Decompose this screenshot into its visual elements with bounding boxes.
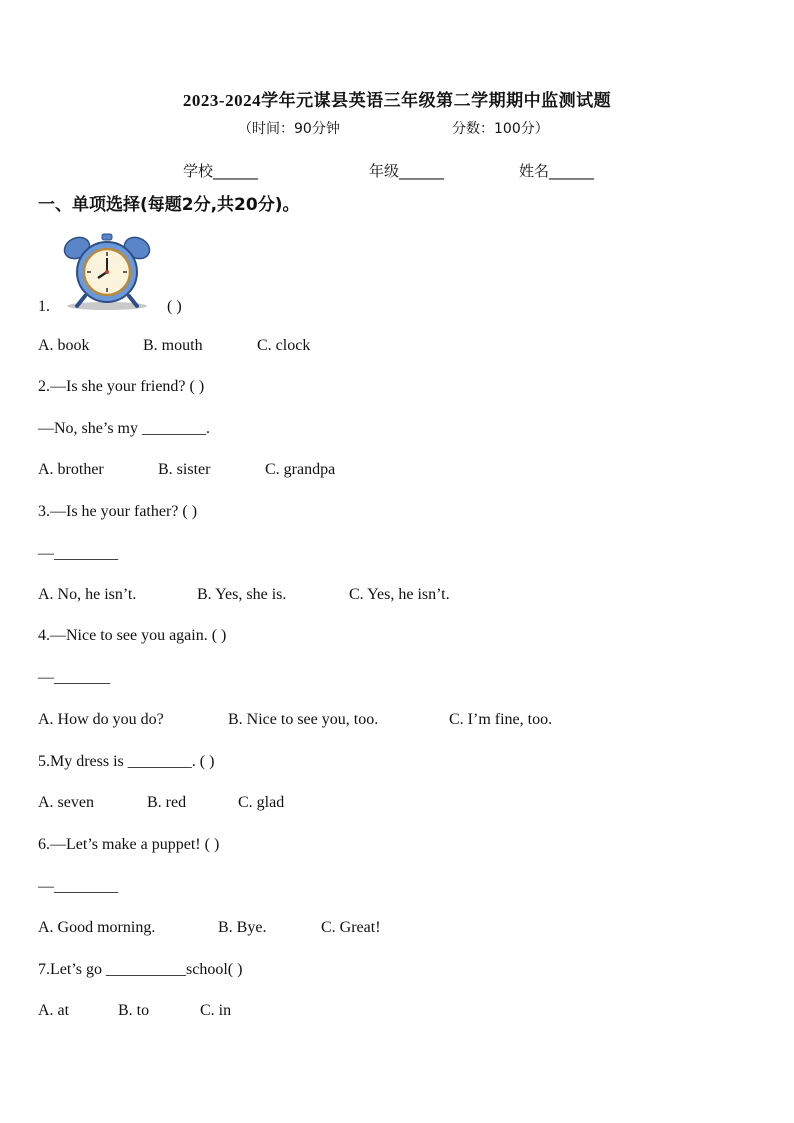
q3-option-a[interactable]: A. No, he isn’t.	[38, 586, 137, 603]
q4-option-b[interactable]: B. Nice to see you, too.	[228, 711, 379, 728]
q1-option-c[interactable]: C. clock	[257, 337, 311, 354]
section-heading: 一、单项选择(每题2分,共20分)。	[38, 195, 300, 215]
question-2-response: —No, she’s my ________.	[38, 420, 210, 437]
q7-option-a[interactable]: A. at	[38, 1002, 70, 1019]
question-4-text: 4.—Nice to see you again. ( )	[38, 627, 227, 644]
q3-option-c[interactable]: C. Yes, he isn’t.	[349, 586, 450, 603]
q5-option-c[interactable]: C. glad	[238, 794, 285, 811]
grade-field[interactable]: 年级______	[369, 162, 445, 180]
time-info: （时间：90分钟	[238, 121, 340, 137]
q4-option-c[interactable]: C. I’m fine, too.	[449, 711, 553, 728]
q6-option-b[interactable]: B. Bye.	[218, 919, 267, 936]
score-info: 分数：100分）	[452, 121, 549, 137]
q2-option-c[interactable]: C. grandpa	[265, 461, 336, 478]
q4-option-a[interactable]: A. How do you do?	[38, 711, 164, 728]
alarm-clock-icon	[55, 232, 160, 312]
question-1-answer-blank[interactable]: ( )	[167, 298, 182, 315]
name-field[interactable]: 姓名______	[519, 162, 595, 180]
q7-option-b[interactable]: B. to	[118, 1002, 150, 1019]
q2-option-b[interactable]: B. sister	[158, 461, 211, 478]
q1-option-b[interactable]: B. mouth	[143, 337, 203, 354]
q6-option-a[interactable]: A. Good morning.	[38, 919, 156, 936]
q1-option-a[interactable]: A. book	[38, 337, 90, 354]
question-6-text: 6.—Let’s make a puppet! ( )	[38, 836, 220, 853]
question-6-response: —________	[38, 878, 118, 895]
question-2-text: 2.—Is she your friend? ( )	[38, 378, 205, 395]
q7-option-c[interactable]: C. in	[200, 1002, 232, 1019]
q5-option-a[interactable]: A. seven	[38, 794, 94, 811]
question-3-text: 3.—Is he your father? ( )	[38, 503, 198, 520]
exam-title: 2023-2024学年元谋县英语三年级第二学期期中监测试题	[182, 91, 612, 110]
question-4-response: —_______	[38, 669, 110, 686]
q6-option-c[interactable]: C. Great!	[321, 919, 381, 936]
question-7-text: 7.Let’s go __________school( )	[38, 961, 243, 978]
question-3-response: —________	[38, 545, 118, 562]
question-1-number: 1.	[38, 298, 50, 315]
question-5-text: 5.My dress is ________. ( )	[38, 753, 215, 770]
q5-option-b[interactable]: B. red	[147, 794, 187, 811]
school-field[interactable]: 学校______	[183, 162, 259, 180]
q3-option-b[interactable]: B. Yes, she is.	[197, 586, 287, 603]
q2-option-a[interactable]: A. brother	[38, 461, 104, 478]
